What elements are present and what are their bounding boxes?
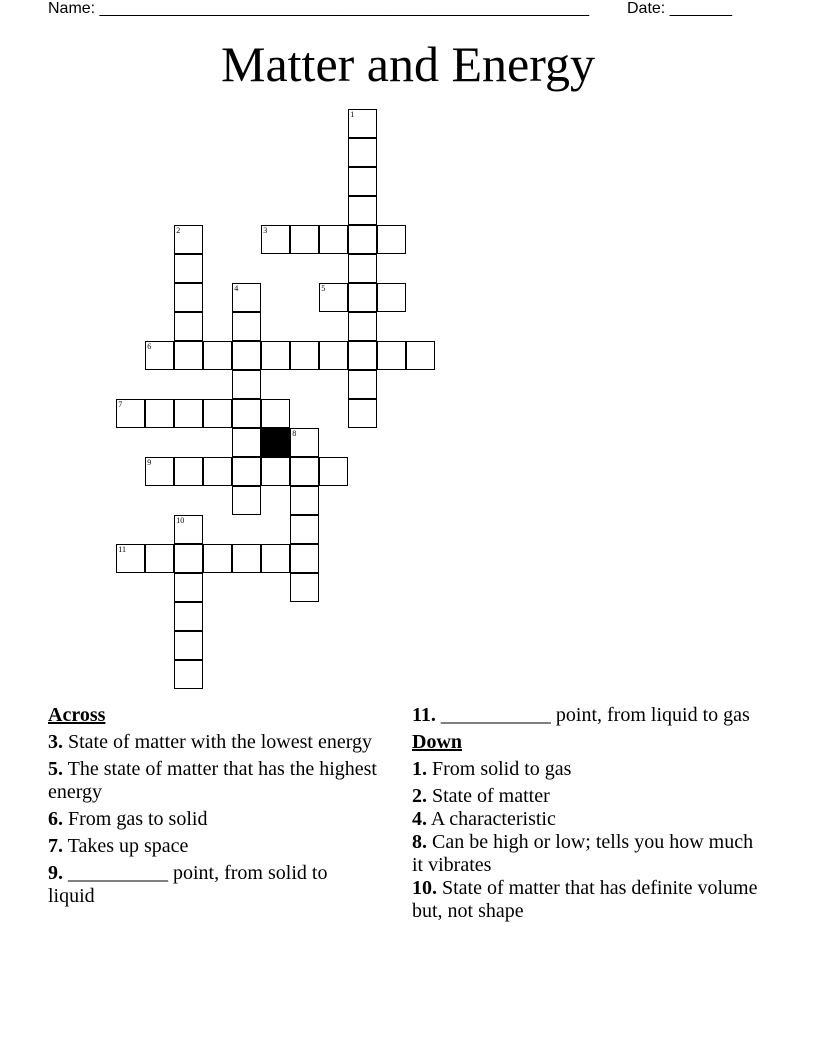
clue-down-4 [412,808,762,831]
grid-cell[interactable] [174,457,203,486]
clue-number-label: 1 [350,110,355,120]
grid-cell[interactable] [261,399,290,428]
grid-cell[interactable] [174,515,203,544]
grid-cell[interactable] [348,196,377,225]
clue-number-label: 4 [234,284,239,294]
grid-cell[interactable] [319,457,348,486]
clue-number-label: 10 [176,516,185,526]
grid-cell[interactable] [261,225,290,254]
grid-cell[interactable] [348,225,377,254]
grid-cell[interactable] [290,341,319,370]
grid-cell[interactable] [232,486,261,515]
grid-cell[interactable] [406,341,435,370]
clue-across-7 [48,835,378,858]
clue-number-label: 9 [147,458,152,468]
page-title: Matter and Energy [221,36,595,92]
clue-down-1 [412,758,762,781]
grid-cell[interactable] [232,544,261,573]
clues-column-left [48,704,378,912]
grid-cell[interactable] [232,370,261,399]
grid-cell[interactable] [174,341,203,370]
clue-text: The state of matter that has the highest energy [48,758,377,803]
clue-down-8 [412,831,762,877]
grid-cell[interactable] [290,225,319,254]
clue-across-3 [48,731,378,754]
grid-cell[interactable] [319,283,348,312]
clue-number-label: 3 [263,226,268,236]
grid-cell[interactable] [174,602,203,631]
grid-cell[interactable] [377,341,406,370]
clue-text: __________ point, from solid to liquid [48,862,328,907]
grid-cell[interactable] [145,544,174,573]
grid-cell[interactable] [174,631,203,660]
grid-cell[interactable] [174,225,203,254]
grid-cell[interactable] [203,399,232,428]
grid-cell[interactable] [261,341,290,370]
grid-cell[interactable] [232,399,261,428]
clues-column-right [412,704,762,927]
clue-text: From solid to gas [432,758,572,780]
grid-cell[interactable] [348,312,377,341]
clue-number: 11. [412,704,436,726]
grid-cell[interactable] [232,428,261,457]
clue-text: Takes up space [67,835,189,857]
clue-text: State of matter that has definite volume but, not shape [412,877,758,922]
grid-cell[interactable] [203,341,232,370]
grid-cell[interactable] [290,573,319,602]
grid-cell[interactable] [348,138,377,167]
clue-number: 5. [48,758,63,780]
grid-cell[interactable] [261,544,290,573]
clue-text: A characteristic [430,808,556,830]
grid-cell[interactable] [348,283,377,312]
grid-cell[interactable] [232,457,261,486]
grid-cell[interactable] [232,312,261,341]
grid-cell[interactable] [377,225,406,254]
clue-text: Can be high or low; tells you how much it vibrates [412,831,754,876]
clue-number: 8. [412,831,427,853]
grid-cell[interactable] [174,312,203,341]
across-heading: Across [48,704,106,726]
clue-across-5 [48,758,378,804]
clue-text: State of matter [432,785,550,807]
black-cell [261,428,290,457]
grid-cell[interactable] [203,544,232,573]
grid-cell[interactable] [174,660,203,689]
grid-cell[interactable] [203,457,232,486]
grid-cell[interactable] [290,486,319,515]
grid-cell[interactable] [174,283,203,312]
grid-cell[interactable] [261,457,290,486]
grid-cell[interactable] [348,341,377,370]
grid-cell[interactable] [319,341,348,370]
clue-number: 1. [412,758,427,780]
clue-number-label: 5 [321,284,326,294]
grid-cell[interactable] [348,370,377,399]
grid-cell[interactable] [232,341,261,370]
grid-cell[interactable] [145,341,174,370]
grid-cell[interactable] [348,167,377,196]
clue-number: 7. [48,835,63,857]
clue-across-6 [48,808,378,831]
grid-cell[interactable] [174,544,203,573]
grid-cell[interactable] [174,399,203,428]
grid-cell[interactable] [145,457,174,486]
clue-number: 10. [412,877,437,899]
clue-number-label: 8 [292,429,297,439]
clue-number-label: 6 [147,342,152,352]
name-field-label: Name: _______________________________________________________ [48,0,589,17]
clue-number-label: 7 [118,400,123,410]
grid-cell[interactable] [348,254,377,283]
grid-cell[interactable] [290,428,319,457]
grid-cell[interactable] [290,515,319,544]
clue-number-label: 2 [176,226,181,236]
grid-cell[interactable] [116,544,145,573]
grid-cell[interactable] [174,254,203,283]
down-heading: Down [412,731,463,753]
date-field-label: Date: _______ [627,0,732,17]
grid-cell[interactable] [290,457,319,486]
grid-cell[interactable] [348,109,377,138]
grid-cell[interactable] [174,573,203,602]
clue-number: 2. [412,785,427,807]
clue-number: 6. [48,808,63,830]
grid-cell[interactable] [377,283,406,312]
grid-cell[interactable] [116,399,145,428]
clue-text: ___________ point, from liquid to gas [440,704,750,726]
clue-number-label: 11 [118,545,126,555]
clue-across-11 [412,704,762,727]
clue-number: 9. [48,862,63,884]
grid-cell[interactable] [348,399,377,428]
grid-cell[interactable] [290,544,319,573]
clue-number: 3. [48,731,63,753]
grid-cell[interactable] [232,283,261,312]
clue-number: 4. [412,808,427,830]
clue-down-10 [412,877,762,923]
clue-text: State of matter with the lowest energy [68,731,372,753]
clue-across-9 [48,862,378,908]
grid-cell[interactable] [319,225,348,254]
clue-text: From gas to solid [68,808,208,830]
clue-down-2 [412,785,762,808]
grid-cell[interactable] [145,399,174,428]
